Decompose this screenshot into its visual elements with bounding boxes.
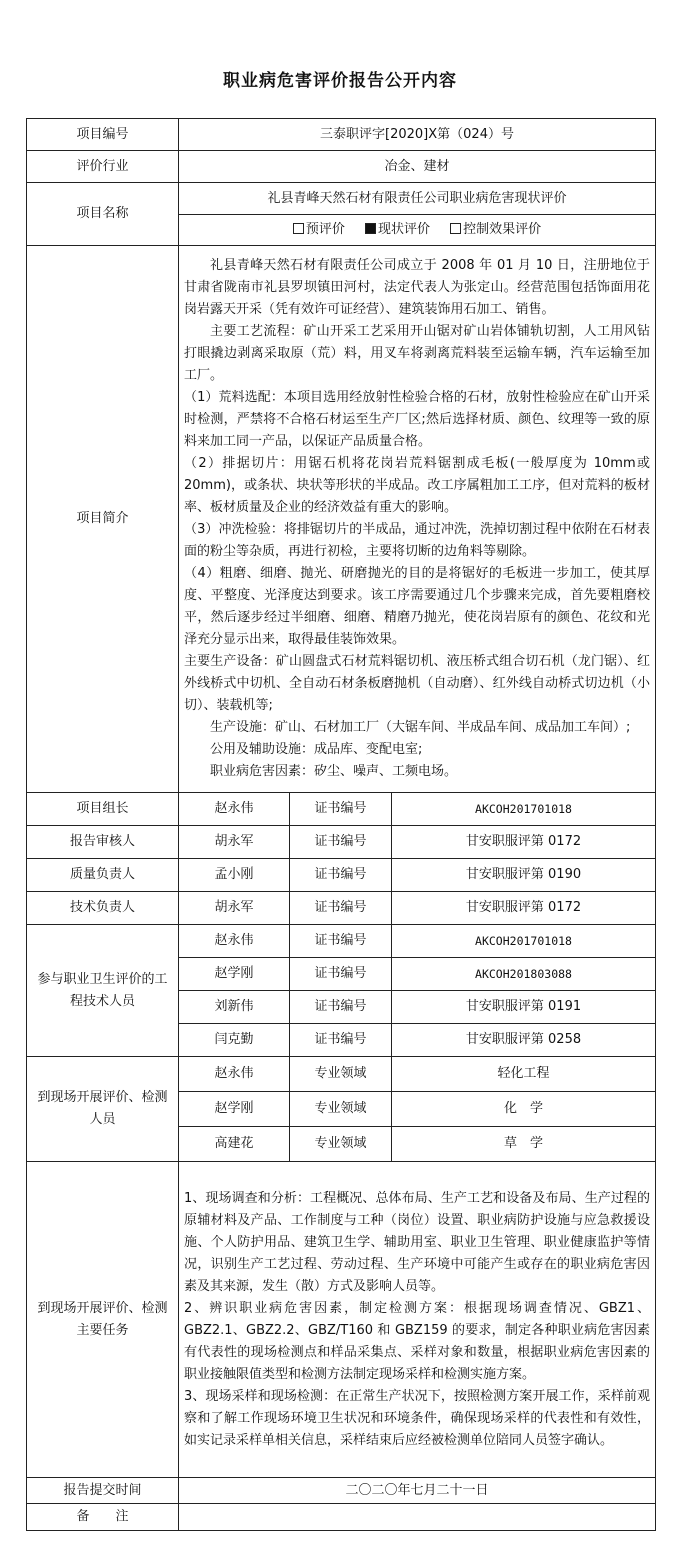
project-name-label: 项目名称	[27, 183, 179, 246]
quality-cert: 甘安职服评第 0190	[392, 859, 656, 892]
intro-paragraph: 生产设施：矿山、石材加工厂（大锯车间、半成品车间、成品加工车间）;	[210, 720, 631, 735]
onsite-field: 轻化工程	[392, 1057, 656, 1092]
row-remarks	[27, 1504, 656, 1531]
engineer-cert-label: 证书编号	[290, 1024, 392, 1057]
intro-text	[179, 246, 656, 793]
engineer-cert: AKCOH201701018	[392, 925, 656, 958]
project-name-value: 礼县青峰天然石材有限责任公司职业病危害现状评价	[179, 183, 656, 215]
option-label: 控制效果评价	[463, 222, 542, 237]
project-number-label: 项目编号	[27, 119, 179, 151]
checkbox-unchecked-icon	[293, 223, 304, 234]
reviewer-name: 胡永军	[179, 826, 290, 859]
option-label: 预评价	[305, 222, 345, 237]
leader-label: 项目组长	[27, 793, 179, 826]
project-number-value: 三泰职评字[2020]X第（024）号	[179, 119, 656, 151]
leader-name: 赵永伟	[179, 793, 290, 826]
onsite-field: 草 学	[392, 1127, 656, 1162]
onsite-name: 赵永伟	[179, 1057, 290, 1092]
page-title: 职业病危害评价报告公开内容	[223, 71, 457, 91]
intro-paragraph: （4）粗磨、细磨、抛光、研磨抛光的目的是将锯好的毛板进一步加工，使其厚度、平整度、光泽度达到要求。该工序需要通过几个步骤来完成，首先要粗磨校平，然后逐步经过半细磨、细磨、精磨乃抛光，使花岗岩原有的颜色、花纹和光泽充分显示出来，取得最佳装饰效果。	[184, 566, 651, 647]
quality-cert-label: 证书编号	[290, 859, 392, 892]
onsite-field-label: 专业领域	[290, 1057, 392, 1092]
row-reviewer	[27, 826, 656, 859]
submit-date-value: 二〇二〇年七月二十一日	[179, 1478, 656, 1504]
remarks-value	[179, 1504, 656, 1531]
industry-label: 评价行业	[27, 151, 179, 183]
intro-paragraph: （2）排据切片：用锯石机将花岗岩荒料锯割成毛板(一般厚度为 10mm或20mm)，或条状、块状等形状的半成品。改工序属粗加工工序，但对荒料的板材率、板材质量及企业的经济效益有重大的影响。	[184, 456, 651, 515]
onsite-name: 赵学刚	[179, 1092, 290, 1127]
row-engineer	[27, 925, 656, 958]
intro-label: 项目简介	[27, 246, 179, 793]
industry-value: 冶金、建材	[179, 151, 656, 183]
row-project-number	[27, 119, 656, 151]
row-project-name	[27, 183, 656, 215]
task-paragraph: 3、现场采样和现场检测：在正常生产状况下，按照检测方案开展工作，采样前观察和了解工作现场环境卫生状况和环境条件，确保现场采样的代表性和有效性，如实记录采样单相关信息，采样结束后应经被检测单位陪同人员签字确认。	[184, 1388, 651, 1448]
technical-cert: 甘安职服评第 0172	[392, 892, 656, 925]
onsite-field-label: 专业领域	[290, 1127, 392, 1162]
remarks-label: 备 注	[27, 1504, 179, 1531]
onsite-field-label: 专业领域	[290, 1092, 392, 1127]
option-label: 现状评价	[378, 222, 431, 237]
engineer-cert-label: 证书编号	[290, 991, 392, 1024]
leader-cert-label: 证书编号	[290, 793, 392, 826]
row-quality	[27, 859, 656, 892]
checkbox-unchecked-icon	[450, 223, 461, 234]
technical-cert-label: 证书编号	[290, 892, 392, 925]
reviewer-cert-label: 证书编号	[290, 826, 392, 859]
engineer-cert-label: 证书编号	[290, 925, 392, 958]
intro-paragraph: 职业病危害因素：矽尘、噪声、工频电场。	[210, 764, 458, 779]
tasks-text	[179, 1162, 656, 1478]
reviewer-label: 报告审核人	[27, 826, 179, 859]
row-technical	[27, 892, 656, 925]
option-status-evaluation	[365, 219, 430, 241]
row-industry	[27, 151, 656, 183]
intro-paragraph: 主要生产设备：矿山圆盘式石材荒料锯切机、液压桥式组合切石机（龙门锯）、红外线桥式中切机、全自动石材条板磨抛机（自动磨）、红外线自动桥式切边机（小切）、装载机等;	[184, 654, 651, 713]
row-onsite-person	[27, 1057, 656, 1092]
engineer-cert: 甘安职服评第 0191	[392, 991, 656, 1024]
engineers-label: 参与职业卫生评价的工程技术人员	[27, 925, 179, 1057]
evaluation-type-options	[179, 215, 656, 246]
row-leader	[27, 793, 656, 826]
tasks-label: 到现场开展评价、检测主要任务	[27, 1162, 179, 1478]
technical-name: 胡永军	[179, 892, 290, 925]
onsite-field: 化 学	[392, 1092, 656, 1127]
onsite-label: 到现场开展评价、检测人员	[27, 1057, 179, 1162]
option-control-effect-evaluation	[450, 219, 541, 241]
intro-paragraph: 礼县青峰天然石材有限责任公司成立于 2008 年 01 月 10 日，注册地位于甘肃省陇南市礼县罗坝镇田河村，法定代表人为张定山。经营范围包括饰面用花岗岩露天开采（凭有效许可证经营）、建筑装饰用石加工、销售。	[184, 258, 651, 317]
report-table	[26, 118, 656, 1531]
row-submit-date	[27, 1478, 656, 1504]
checkbox-checked-icon	[365, 223, 376, 234]
leader-cert: AKCOH201701018	[392, 793, 656, 826]
quality-label: 质量负责人	[27, 859, 179, 892]
engineer-name: 刘新伟	[179, 991, 290, 1024]
task-paragraph: 2、辨识职业病危害因素，制定检测方案：根据现场调查情况、GBZ1、GBZ2.1、GBZ2.2、GBZ/T160 和 GBZ159 的要求，制定各种职业病危害因素有代表性的现场检测点和样品采集点、采样对象和数量，根据职业病危害因素的职业接触限值类型和检测方法制定现场采样和检测实施方案。	[184, 1300, 651, 1382]
engineer-cert-label: 证书编号	[290, 958, 392, 991]
onsite-name: 高建花	[179, 1127, 290, 1162]
option-pre-evaluation	[293, 219, 345, 241]
task-paragraph: 1、现场调查和分析：工程概况、总体布局、生产工艺和设备及布局、生产过程的原辅材料及产品、工作制度与工种（岗位）设置、职业病防护设施与应急救援设施、个人防护用品、建筑卫生学、辅助用室、职业卫生管理、职业健康监护等情况，识别生产工艺过程、劳动过程、生产环境中可能产生或存在的职业病危害因素及其来源，发生（散）方式及影响人员等。	[184, 1190, 651, 1294]
intro-paragraph: （3）冲洗检验：将排锯切片的半成品，通过冲洗，洗掉切割过程中依附在石材表面的粉尘等杂质，再进行初检，主要将切断的边角料等剔除。	[184, 522, 651, 559]
intro-paragraph: （1）荒料选配：本项目选用经放射性检验合格的石材，放射性检验应在矿山开采时检测，严禁将不合格石材运至生产厂区;然后选择材质、颜色、纹理等一致的原料来加工同一产品，以保证产品质量合格。	[184, 390, 651, 449]
quality-name: 孟小刚	[179, 859, 290, 892]
submit-date-label: 报告提交时间	[27, 1478, 179, 1504]
engineer-name: 闫克勤	[179, 1024, 290, 1057]
row-intro	[27, 246, 656, 793]
row-tasks	[27, 1162, 656, 1478]
intro-paragraph: 主要工艺流程：矿山开采工艺采用开山锯对矿山岩体铺轨切割，人工用风钻打眼撬边剥离采取原（荒）料，用叉车将剥离荒料装至运输车辆，汽车运输至加工厂。	[184, 324, 651, 383]
technical-label: 技术负责人	[27, 892, 179, 925]
engineer-name: 赵学刚	[179, 958, 290, 991]
reviewer-cert: 甘安职服评第 0172	[392, 826, 656, 859]
intro-paragraph: 公用及辅助设施：成品库、变配电室;	[210, 742, 423, 757]
engineer-cert: AKCOH201803088	[392, 958, 656, 991]
engineer-cert: 甘安职服评第 0258	[392, 1024, 656, 1057]
engineer-name: 赵永伟	[179, 925, 290, 958]
